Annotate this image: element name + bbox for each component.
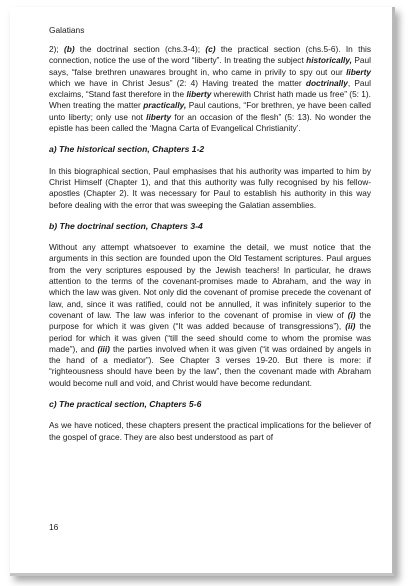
- text-run: Paul says, “false brethren unawares brought in, who came in privily to spy out our: [49, 55, 371, 77]
- emphasis-text: (b): [64, 44, 75, 54]
- emphasis-text: (i): [347, 309, 356, 320]
- text-run: wherewith Christ hath made us free” (5: 1). When treating the matter: [49, 89, 371, 111]
- text-run: Without any attempt whatsoever to examine the detail, we must notice that the arguments in this section are founded upon the Old Testament scriptures. Paul argues from the very scriptures espoused by the Jewish teachers! In particular, he draws attention to the terms of the covenant-promises made to Abraham, and the way in which the law was given. Not only did the covenant of promise precede the covenant of law, and, since it was ratified, could not be annulled, it was infinitely superior to the covenant of law. The law was inferior to the covenant of promise in view of: [49, 242, 371, 320]
- emphasis-text: (c): [205, 44, 216, 54]
- text-run: , Paul exclaims, “Stand fast therefore in the: [49, 77, 371, 100]
- doctrinal-paragraph: [49, 242, 371, 389]
- practical-paragraph: As we have noticed, these chapters present the practical implications for the believer of the gospel of grace. They are also best understood as part of: [49, 420, 371, 442]
- text-run: Paul cautions, “For brethren, ye have been called unto liberty; only use not: [49, 100, 372, 122]
- page-body: [49, 44, 371, 453]
- emphasis-text: doctrinally: [305, 77, 348, 88]
- section-heading-doctrinal: b) The doctrinal section, Chapters 3-4: [49, 220, 203, 231]
- text-run: the practical section (chs.5-6). In this connection, notice the use of the word “liberty”. In treating the subject: [49, 44, 371, 66]
- emphasis-text: liberty: [346, 66, 371, 77]
- emphasis-text: (ii): [345, 321, 356, 332]
- text-run: the parties involved when it was given (“it was ordained by angels in the hand of a mediator”). See Chapter 3 verses 19-20. But there is more: if “righteousness should have been by the law”, then the covenant made with Abraham would become null and void, and Christ would have become redundant.: [49, 343, 371, 388]
- emphasis-text: practically,: [143, 100, 187, 111]
- section-heading-practical: c) The practical section, Chapters 5-6: [49, 399, 202, 410]
- intro-paragraph: [49, 44, 371, 134]
- historical-paragraph: In this biographical section, Paul emphasises that his authority was imparted to him by Christ Himself (Chapter 1), and that this authority was fully recognised by his fellow-apostles (Chapter 2). It was necessary for Paul to establish his authority in this way before dealing with the error that was sweeping the Galatian assemblies.: [49, 165, 371, 210]
- text-run: the doctrinal section (chs.3-4);: [74, 44, 206, 54]
- running-header: Galatians: [49, 25, 85, 35]
- text-run: 2);: [49, 44, 64, 54]
- emphasis-text: liberty: [146, 111, 172, 122]
- text-run: the period for which it was given (“till the seed should come to whom the promise was made”), and: [49, 321, 372, 354]
- text-run: which we have in Christ Jesus” (2: 4) Having treated the matter: [49, 77, 306, 88]
- text-run: for an occasion of the flesh” (5: 13). No wonder the epistle has been called the ‘Magna Carta of Evangelical Christianity’.: [49, 111, 371, 134]
- page-number: 16: [49, 522, 59, 532]
- emphasis-text: (iii): [97, 343, 110, 354]
- emphasis-text: historically,: [306, 55, 352, 66]
- emphasis-text: liberty: [186, 89, 212, 100]
- section-heading-historical: a) The historical section, Chapters 1-2: [49, 144, 205, 155]
- text-run: the purpose for which it was given (“It was added because of transgressions”),: [49, 309, 371, 332]
